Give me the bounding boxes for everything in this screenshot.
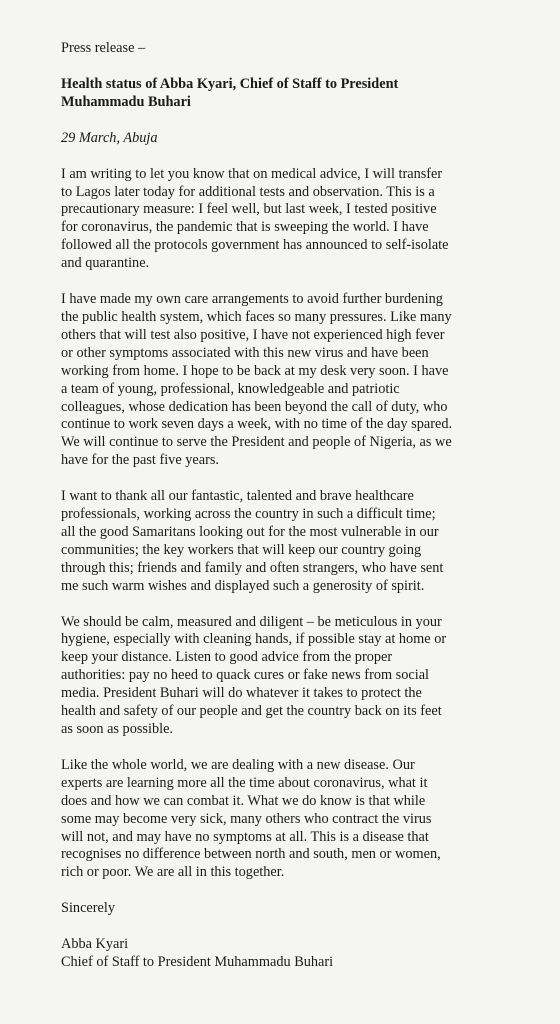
body-paragraph-2: I have made my own care arrangements to avoid further burdening the public health system, which faces so many pressures. Like many others that will test also positive, I have not experienced high fever or other symptoms associated with this new virus and have been working from home. I hope to be back at my desk very soon. I have a team of young, professional, knowledgeable and patriotic colleagues, whose dedication has been beyond the call of duty, who continue to work seven days a week, with no time of the day spared. We will continue to serve the President and people of Nigeria, as we have for the past five years. xyxy=(61,291,453,469)
dateline: 29 March, Abuja xyxy=(61,129,158,146)
body-paragraph-4: We should be calm, measured and diligent – be meticulous in your hygiene, especially with cleaning hands, if possible stay at home or keep your distance. Listen to good advice from the proper authorities: pay no heed to quack cures or fake news from social media. President Buhari will do whatever it takes to protect the health and safety of our people and get the country back on its feet as soon as possible. xyxy=(61,613,447,737)
body-paragraph-5: Like the whole world, we are dealing with a new disease. Our experts are learning more all the time about coronavirus, what it does and how we can combat it. What we do know is that while some may become very sick, many others who contract the virus will not, and may have no symptoms at all. This is a disease that recognises no difference between north and south, men or women, rich or poor. We are all in this together. xyxy=(61,756,441,881)
signature-block xyxy=(61,936,453,972)
body-paragraph-1: I am writing to let you know that on medical advice, I will transfer to Lagos later today for additional tests and observation. This is a precautionary measure: I feel well, but last week, I tested positive for coronavirus, the pandemic that is sweeping the world. I have followed all the protocols government has announced to self-isolate and quarantine. xyxy=(61,165,449,272)
body-paragraph-3: I want to thank all our fantastic, talented and brave healthcare professionals, working across the country in such a difficult time; all the good Samaritans looking out for the most vulnerable in our communities; the key workers that will keep our country going through this; friends and family and often strangers, who have sent me such warm wishes and displayed such a generosity of spirit. xyxy=(61,488,444,594)
closing: Sincerely xyxy=(61,900,115,917)
document-label: Press release – xyxy=(61,40,146,56)
press-release-letter xyxy=(61,40,453,972)
signature-name: Abba Kyari xyxy=(61,936,129,953)
signature-title: Chief of Staff to President Muhammadu Buhari xyxy=(61,954,334,971)
document-title: Health status of Abba Kyari, Chief of Staff to President Muhammadu Buhari xyxy=(61,75,399,110)
